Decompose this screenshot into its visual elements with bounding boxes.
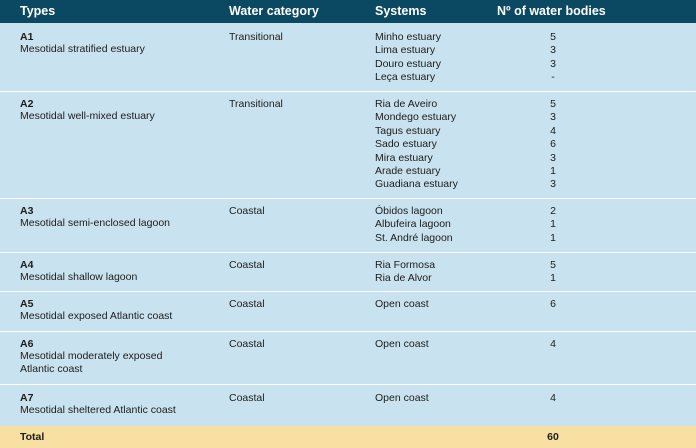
system-name: Ria de Aveiro <box>375 98 438 110</box>
system-name: Minho estuary <box>375 31 441 43</box>
type-description: Mesotidal shallow lagoon <box>20 271 138 283</box>
water-body-count: 5 <box>550 98 556 110</box>
water-body-count: 1 <box>550 272 556 285</box>
row-divider <box>0 291 696 292</box>
water-category: Coastal <box>229 259 265 271</box>
header-systems: Systems <box>375 4 427 18</box>
water-body-count: 4 <box>550 392 556 404</box>
counts-list <box>543 338 563 351</box>
water-body-count: 1 <box>550 231 556 244</box>
system-name: Ria de Alvor <box>375 272 432 285</box>
counts-list <box>543 31 563 85</box>
systems-list <box>375 205 453 245</box>
type-description: Mesotidal semi-enclosed lagoon <box>20 217 170 229</box>
counts-list <box>543 259 563 286</box>
water-body-count: 1 <box>550 164 556 177</box>
type-code: A3 <box>20 205 34 217</box>
type-code: A1 <box>20 31 34 43</box>
total-row <box>0 426 696 448</box>
water-body-count: 3 <box>550 111 556 124</box>
system-name: Óbidos lagoon <box>375 205 443 217</box>
water-category: Coastal <box>229 205 265 217</box>
row-divider <box>0 331 696 332</box>
systems-list <box>375 338 429 351</box>
water-category: Coastal <box>229 298 265 310</box>
system-name: Tagus estuary <box>375 124 441 137</box>
system-name: St. André lagoon <box>375 231 453 244</box>
total-label: Total <box>20 431 45 443</box>
system-name: Guadiana estuary <box>375 178 458 191</box>
system-name: Sado estuary <box>375 138 437 151</box>
row-divider <box>0 252 696 253</box>
system-name: Open coast <box>375 392 429 404</box>
type-description: Mesotidal well-mixed estuary <box>20 110 155 122</box>
counts-list <box>543 392 563 405</box>
system-name: Open coast <box>375 338 429 350</box>
system-name: Douro estuary <box>375 57 441 70</box>
type-description: Mesotidal exposed Atlantic coast <box>20 310 173 322</box>
row-divider <box>0 384 696 385</box>
type-code: A2 <box>20 98 34 110</box>
type-code: A6 <box>20 338 34 350</box>
counts-list <box>543 205 563 245</box>
row-divider <box>0 198 696 199</box>
type-code: A4 <box>20 259 34 271</box>
water-body-count: 6 <box>550 298 556 310</box>
water-category: Coastal <box>229 338 265 350</box>
systems-list <box>375 392 429 405</box>
type-code: A7 <box>20 392 34 404</box>
water-body-count: 6 <box>550 138 556 151</box>
system-name: Mira estuary <box>375 151 433 164</box>
header-num-water-bodies: Nº of water bodies <box>497 4 606 18</box>
type-description: Mesotidal stratified estuary <box>20 43 145 55</box>
system-name: Albufeira lagoon <box>375 218 451 231</box>
water-body-count: 1 <box>550 218 556 231</box>
header-types: Types <box>20 4 56 18</box>
water-body-count: 3 <box>550 44 556 57</box>
header-water-category: Water category <box>229 4 319 18</box>
water-body-count: 4 <box>550 124 556 137</box>
water-body-count: - <box>551 71 555 84</box>
system-name: Lima estuary <box>375 44 436 57</box>
systems-list <box>375 98 458 192</box>
water-body-count: 4 <box>550 338 556 350</box>
type-description: Mesotidal moderately exposed Atlantic coast <box>20 350 163 376</box>
row-divider <box>0 91 696 92</box>
water-category: Coastal <box>229 392 265 404</box>
water-category: Transitional <box>229 98 283 110</box>
water-body-count: 3 <box>550 178 556 191</box>
counts-list <box>543 98 563 192</box>
water-category: Transitional <box>229 31 283 43</box>
systems-list <box>375 298 429 311</box>
system-name: Arade estuary <box>375 164 441 177</box>
systems-list <box>375 31 441 85</box>
water-body-count: 5 <box>550 259 556 271</box>
system-name: Open coast <box>375 298 429 310</box>
water-body-count: 3 <box>550 57 556 70</box>
counts-list <box>543 298 563 311</box>
system-name: Leça estuary <box>375 71 436 84</box>
system-name: Ria Formosa <box>375 259 436 271</box>
systems-list <box>375 259 435 286</box>
system-name: Mondego estuary <box>375 111 457 124</box>
type-description: Mesotidal sheltered Atlantic coast <box>20 404 176 416</box>
table-header <box>0 0 696 23</box>
type-code: A5 <box>20 298 34 310</box>
water-body-count: 3 <box>550 151 556 164</box>
total-value: 60 <box>547 431 559 443</box>
water-body-count: 2 <box>550 205 556 217</box>
water-body-count: 5 <box>550 31 556 43</box>
